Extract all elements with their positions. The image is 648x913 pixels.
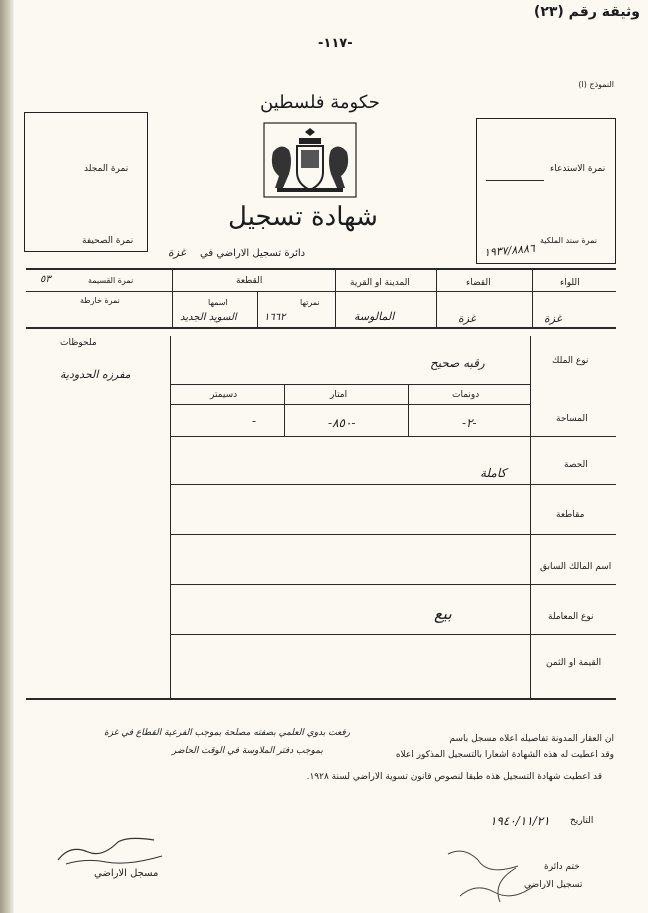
parcel-header: القطعة <box>236 276 263 286</box>
page-number: -١١٧- <box>318 36 353 51</box>
date-value: ١٩٤٠/١١/٢١ <box>490 814 550 828</box>
property-type-label: نوع الملك <box>552 356 589 366</box>
area-decimeters-value: - <box>252 414 257 428</box>
share-label: الحصة <box>564 460 588 470</box>
area-dunums-header: دونمات <box>452 390 480 400</box>
plot-number-value: ٥٣ <box>40 274 51 285</box>
register-number-line <box>486 180 544 181</box>
register-number-label: نمرة الاستدعاء <box>550 164 606 174</box>
property-type-value: رقبه صحيح <box>430 356 485 370</box>
share-value: كاملة <box>480 466 507 480</box>
table-header-rule <box>26 291 616 292</box>
table-top-border <box>26 268 616 270</box>
document-number: وثيقة رقم (٢٣) <box>533 4 640 20</box>
parcel-name-header: اسمها <box>208 298 228 307</box>
annexes-value: مفرزه الحدودية <box>60 368 131 381</box>
area-meters-header: امتار <box>330 390 348 400</box>
statement-line-2-handwritten: بموجب دفتر الملاوسة في الوقت الحاضر <box>172 746 323 756</box>
form-label-divider <box>530 336 531 698</box>
area-dunums-value: -٢- <box>462 416 477 430</box>
boundaries-label: مقاطعة <box>556 510 585 520</box>
stamp-label-2: تسجيل الاراضي <box>524 880 583 890</box>
registrar-label: مسجل الاراضي <box>94 868 159 879</box>
district-header: اللواء <box>560 278 580 288</box>
registrar-signature-icon <box>56 836 166 868</box>
ownership-deed-value: ١٩٣٧/٨٨٨٦ <box>483 241 536 260</box>
statement-line-3: قد اعطيت شهادة التسجيل هذه طبقا لنصوص قانون تسوية الاراضي لسنة ١٩٢٨. <box>306 772 602 782</box>
plot-number-header: نمرة القسيمة <box>88 276 134 285</box>
subdistrict-value: غزة <box>458 312 476 325</box>
form-model: النموذج (ا) <box>578 80 614 89</box>
table-bottom-border <box>26 327 616 329</box>
annexes-label: ملحوظات <box>60 338 97 348</box>
stamp-label: ختم دائرة <box>544 862 580 872</box>
parcel-number-header: نمرتها <box>300 298 320 307</box>
coat-of-arms-icon <box>263 122 357 198</box>
area-label: المساحة <box>556 414 588 424</box>
statement-line-1: ان العقار المدونة تفاصيله اعلاه مسجل باسم <box>449 734 614 744</box>
certificate-title: شهادة تسجيل <box>228 202 378 232</box>
parcel-number-value: ١٦٦٢ <box>264 312 286 323</box>
left-reference-box <box>24 112 148 252</box>
volume-number-label: نمرة المجلد <box>84 164 129 174</box>
statement-line-1-handwritten: رفعت بدوي العلمي بصفته مصلحة بموجب الفرعية القطاع في غزة <box>104 728 351 738</box>
previous-owner-label: اسم المالك السابق <box>540 562 612 572</box>
district-value: غزة <box>544 312 562 325</box>
parcel-name-value: السويد الجديد <box>180 312 237 323</box>
statement-line-2: وقد اعطيت له هذه الشهادة اشعارا بالتسجيل المذكور اعلاه <box>395 750 614 760</box>
town-value: المالوسة <box>354 310 395 323</box>
transaction-type-value: بيع <box>434 604 452 623</box>
form-left-border <box>170 336 171 698</box>
government-title: حكومة فلسطين <box>260 92 380 113</box>
page-number-label: نمرة الصحيفة <box>82 236 134 246</box>
map-number-header: نمرة خارطة <box>80 296 120 305</box>
official-stamp-scribble-icon <box>440 844 560 910</box>
subdistrict-header: القضاء <box>466 278 491 288</box>
department-city: غزة <box>168 246 186 259</box>
area-decimeters-header: دسيمتر <box>210 390 238 400</box>
date-label: التاريخ <box>570 816 594 826</box>
book-binding-shadow <box>0 0 14 913</box>
town-header: المدينة او القرية <box>350 278 410 288</box>
area-meters-value: -٨٥٠- <box>328 416 356 430</box>
value-label: القيمة او الثمن <box>546 658 602 668</box>
department-label: دائرة تسجيل الاراضي في <box>200 248 306 259</box>
transaction-type-label: نوع المعاملة <box>548 612 594 622</box>
ownership-deed-label: نمرة سند الملكية <box>540 236 597 245</box>
form-bottom-border <box>26 698 616 700</box>
